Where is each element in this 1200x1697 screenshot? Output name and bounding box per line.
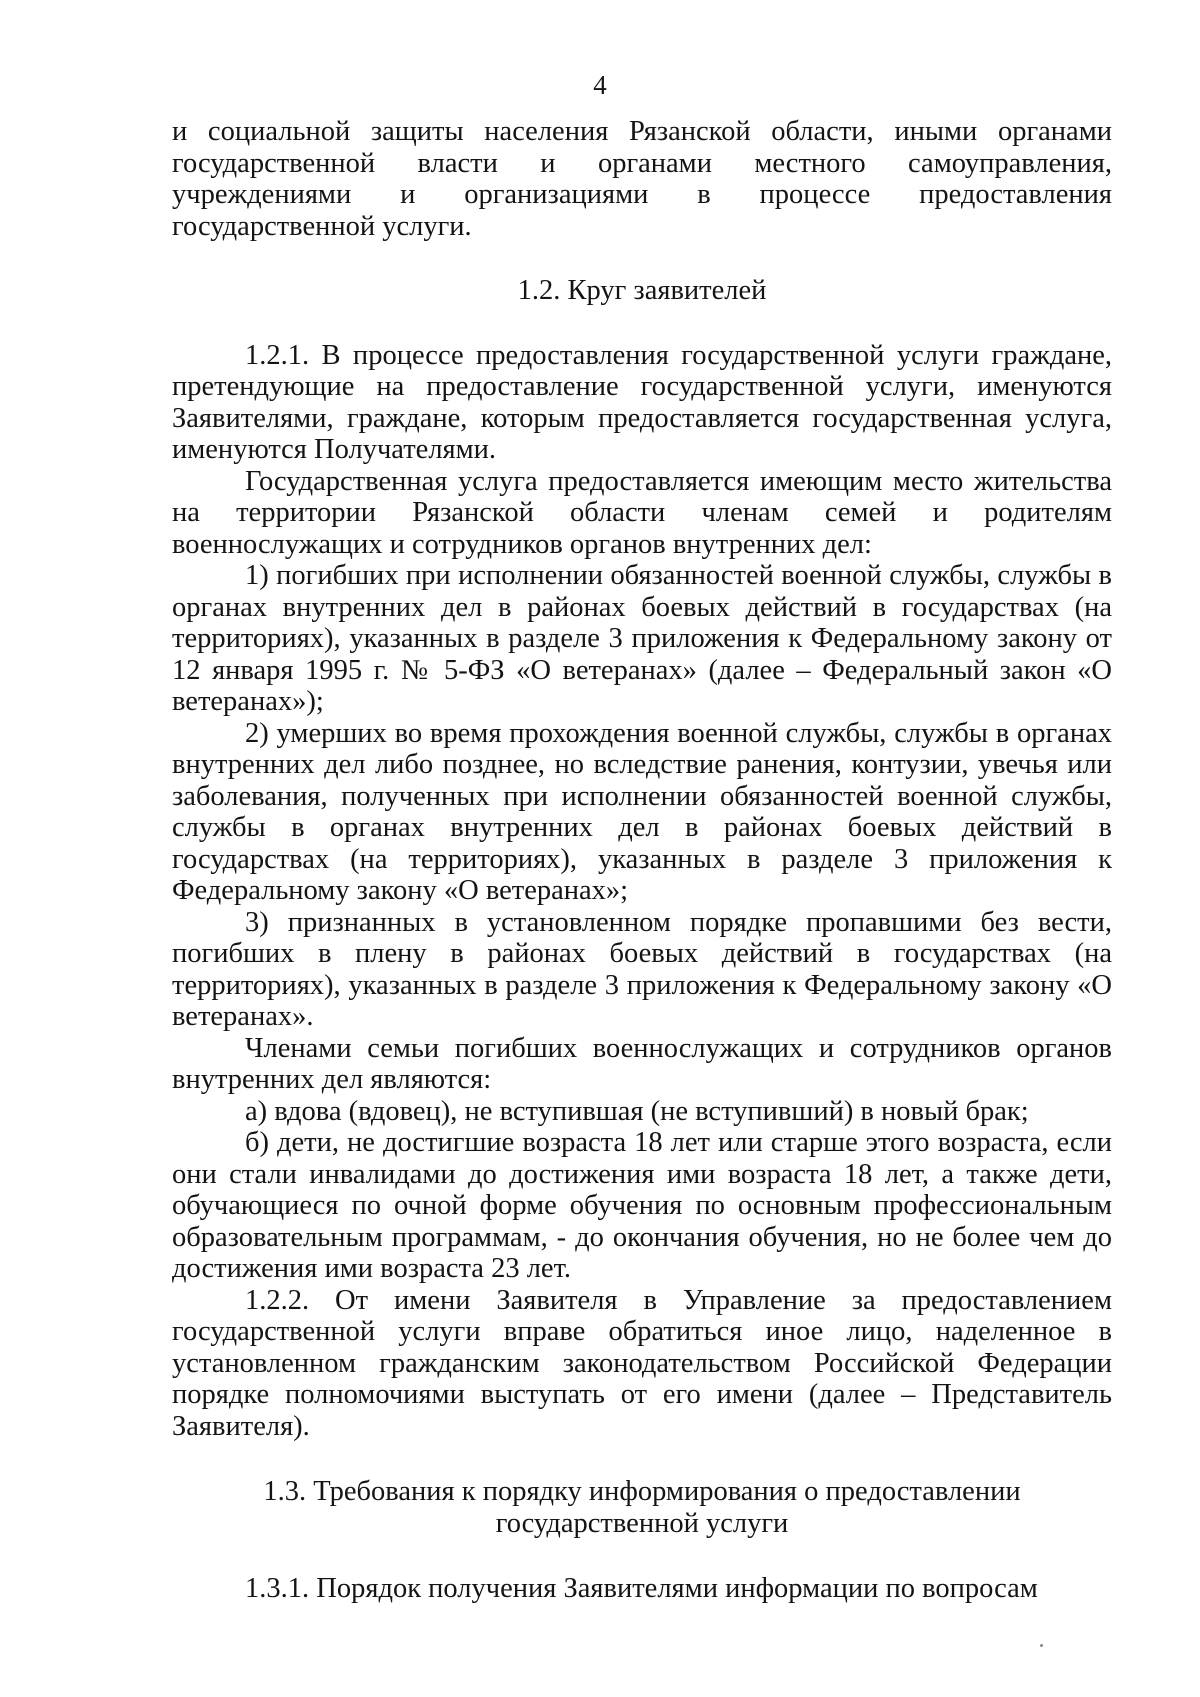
paragraph-1-3-1: 1.3.1. Порядок получения Заявителями информации по вопросам (245, 1573, 1038, 1604)
paragraph-service-recipients: Государственная услуга предоставляется имеющим место жительства на территории Рязанской области членам семей и родителям военнослужащих и сотрудников органов внутренних дел: (172, 465, 1112, 560)
paragraph-family-members: Членами семьи погибших военнослужащих и сотрудников органов внутренних дел являются: (172, 1032, 1112, 1095)
paragraph-continuation: и социальной защиты населения Рязанской области, иными органами государственной власти и органами местного самоуправления, учреждениями и организациями в процессе предоставления государственной услуги. (172, 116, 1112, 242)
paragraph-1-2-2: 1.2.2. От имени Заявителя в Управление за предоставлением государственной услуги вправе обратиться иное лицо, наделенное в установленном гражданским законодательством Российской Федерации порядке полномочиями выступать от его имени (далее – Представитель Заявителя). (172, 1284, 1112, 1442)
section-heading-1-2: 1.2. Круг заявителей (517, 275, 767, 306)
paragraph-1-2-1: 1.2.1. В процессе предоставления государственной услуги граждане, претендующие на предоставление государственной услуги, именуются Заявителями, граждане, которым предоставляется государственная услуга, именуются Получателями. (172, 339, 1112, 465)
list-item-3: 3) признанных в установленном порядке пропавшими без вести, погибших в плену в районах боевых действий в государствах (на территориях), указанных в разделе 3 приложения к Федеральному закону «О ветеранах». (172, 906, 1112, 1032)
list-item-a: а) вдова (вдовец), не вступившая (не вступивший) в новый брак; (245, 1095, 1029, 1127)
list-item-b: б) дети, не достигшие возраста 18 лет или старше этого возраста, если они стали инвалидами до достижения ими возраста 18 лет, а также дети, обучающиеся по очной форме обучения по основным профессиональным образовательным программам, - до окончания обучения, но не более чем до достижения ими возраста 23 лет. (172, 1127, 1112, 1284)
list-item-2: 2) умерших во время прохождения военной службы, службы в органах внутренних дел либо позднее, но вследствие ранения, контузии, увечья или заболевания, полученных при исполнении обязанностей военной службы, службы в органах внутренних дел в районах боевых действий в государствах (на территориях), указанных в разделе 3 приложения к Федеральному закону «О ветеранах»; (172, 717, 1112, 906)
section-heading-1-3: 1.3. Требования к порядку информирования о предоставлении государственной услуги (263, 1476, 1021, 1539)
list-item-1: 1) погибших при исполнении обязанностей военной службы, службы в органах внутренних дел в районах боевых действий в государствах (на территориях), указанных в разделе 3 приложения к Федеральному закону от 12 января 1995 г. № 5-ФЗ «О ветеранах» (далее – Федеральный закон «О ветеранах»); (172, 560, 1112, 717)
scan-speck (1040, 1644, 1043, 1647)
document-body (172, 116, 1112, 1605)
page-number: 4 (593, 70, 607, 100)
